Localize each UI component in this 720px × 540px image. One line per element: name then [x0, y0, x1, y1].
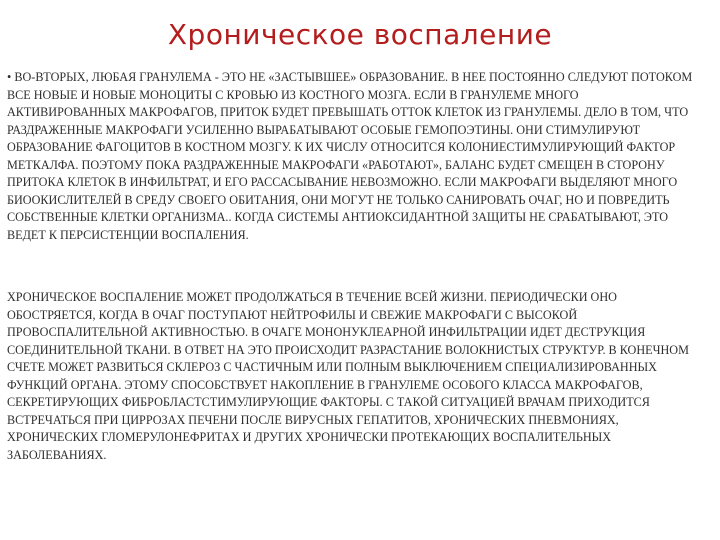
- paragraph-1-text: ВО-ВТОРЫХ, ЛЮБАЯ ГРАНУЛЕМА - ЭТО НЕ «ЗАСТЫВШЕЕ» ОБРАЗОВАНИЕ. В НЕЕ ПОСТОЯННО СЛЕДУЮТ ПОТОКОМ ВСЕ НОВЫЕ И НОВЫЕ МОНОЦИТЫ С КРОВЬЮ ИЗ КОСТНОГО МОЗГА. ЕСЛИ В ГРАНУЛЕМЕ МНОГО АКТИВИРОВАННЫХ МАКРОФАГОВ, ПРИТОК БУДЕТ ПРЕВЫШАТЬ ОТТОК КЛЕТОК ИЗ ГРАНУЛЕМЫ. ДЕЛО В ТОМ, ЧТО РАЗДРАЖЕННЫЕ МАКРОФАГИ УСИЛЕННО ВЫРАБАТЫВАЮТ ОСОБЫЕ ГЕМОПОЭТИНЫ. ОНИ СТИМУЛИРУЮТ ОБРАЗОВАНИЕ ФАГОЦИТОВ В КОСТНОМ МОЗГУ. К ИХ ЧИСЛУ ОТНОСИТСЯ КОЛОНИЕСТИМУЛИРУЮЩИЙ ФАКТОР МЕТКАЛФА. ПОЭТОМУ ПОКА РАЗДРАЖЕННЫЕ МАКРОФАГИ «РАБОТАЮТ», БАЛАНС БУДЕТ СМЕЩЕН В СТОРОНУ ПРИТОКА КЛЕТОК В ИНФИЛЬТРАТ, И ЕГО РАССАСЫВАНИЕ НЕВОЗМОЖНО. ЕСЛИ МАКРОФАГИ ВЫДЕЛЯЮТ МНОГО БИООКИСЛИТЕЛЕЙ В СРЕДУ СВОЕГО ОБИТАНИЯ, ОНИ МОГУТ НЕ ТОЛЬКО САНИРОВАТЬ ОЧАГ, НО И ПОВРЕДИТЬ СОБСТВЕННЫЕ КЛЕТКИ ОРГАНИЗМА.. КОГДА СИСТЕМЫ АНТИОКСИДАНТНОЙ ЗАЩИТЫ НЕ СРАБАТЫВАЮТ, ЭТО ВЕДЕТ К ПЕРСИСТЕНЦИИ ВОСПАЛЕНИЯ.: [7, 70, 693, 242]
- slide-title: Хроническое воспаление: [167, 18, 553, 51]
- body-paragraph-1: [7, 69, 697, 244]
- body-paragraph-2: ХРОНИЧЕСКОЕ ВОСПАЛЕНИЕ МОЖЕТ ПРОДОЛЖАТЬСЯ В ТЕЧЕНИЕ ВСЕЙ ЖИЗНИ. ПЕРИОДИЧЕСКИ ОНО ОБОСТРЯЕТСЯ, КОГДА В ОЧАГ ПОСТУПАЮТ НЕЙТРОФИЛЫ И СВЕЖИЕ МАКРОФАГИ С ВЫСОКОЙ ПРОВОСПАЛИТЕЛЬНОЙ АКТИВНОСТЬЮ. В ОЧАГЕ МОНОНУКЛЕАРНОЙ ИНФИЛЬТРАЦИИ ИДЕТ ДЕСТРУКЦИЯ СОЕДИНИТЕЛЬНОЙ ТКАНИ. В ОТВЕТ НА ЭТО ПРОИСХОДИТ РАЗРАСТАНИЕ ВОЛОКНИСТЫХ СТРУКТУР. В КОНЕЧНОМ СЧЕТЕ МОЖЕТ РАЗВИТЬСЯ СКЛЕРОЗ С ЧАСТИЧНЫМ ИЛИ ПОЛНЫМ ВЫКЛЮЧЕНИЕМ СПЕЦИАЛИЗИРОВАННЫХ ФУНКЦИЙ ОРГАНА. ЭТОМУ СПОСОБСТВУЕТ НАКОПЛЕНИЕ В ГРАНУЛЕМЕ ОСОБОГО КЛАССА МАКРОФАГОВ, СЕКРЕТИРУЮЩИХ ФИБРОБЛАСТСТИМУЛИРУЮЩИЕ ФАКТОРЫ. С ТАКОЙ СИТУАЦИЕЙ ВРАЧАМ ПРИХОДИТСЯ ВСТРЕЧАТЬСЯ ПРИ ЦИРРОЗАХ ПЕЧЕНИ ПОСЛЕ ВИРУСНЫХ ГЕПАТИТОВ, ХРОНИЧЕСКИХ ПНЕВМОНИЯХ, ХРОНИЧЕСКИХ ГЛОМЕРУЛОНЕФРИТАХ И ДРУГИХ ХРОНИЧЕСКИ ПРОТЕКАЮЩИХ ВОСПАЛИТЕЛЬНЫХ ЗАБОЛЕВАНИЯХ.: [7, 290, 689, 462]
- bullet-icon: •: [7, 70, 12, 84]
